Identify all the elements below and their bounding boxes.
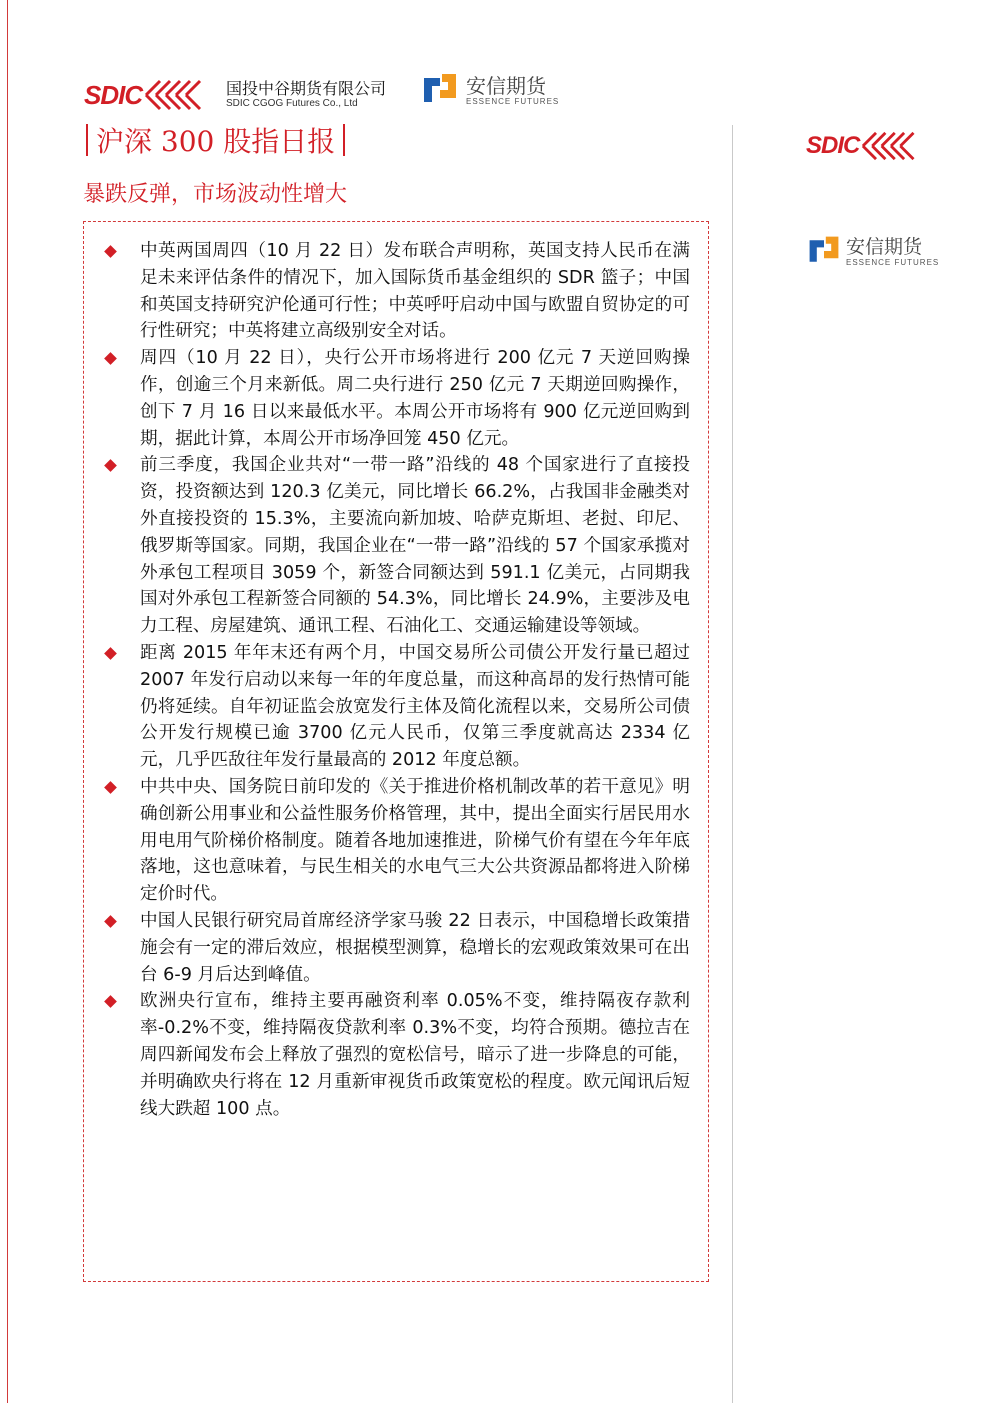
- diamond-bullet-icon: [104, 245, 117, 258]
- sidebar-sdic-stripes-icon: [861, 130, 921, 162]
- title-bar-left: [86, 124, 88, 156]
- news-list: [84, 222, 708, 1122]
- news-text: 中英两国周四（10 月 22 日）发布联合声明称，英国支持人民币在满足未来评估条件的情况下，加入国际货币基金组织的 SDR 篮子；中国和英国支持研究沪伦通可行性；中英呼吁启动中国与欧盟自贸协定的可行性研究；中英将建立高级别安全对话。: [140, 241, 690, 342]
- news-text: 中共中央、国务院日前印发的《关于推进价格机制改革的若干意见》明确创新公用事业和公益性服务价格管理，其中，提出全面实行居民用水用电用气阶梯价格制度。随着各地加速推进，阶梯气价有望在今年年底落地，这也意味着，与民生相关的水电气三大公共资源品都将进入阶梯定价时代。: [140, 776, 690, 905]
- diamond-bullet-icon: [104, 995, 117, 1008]
- sidebar-essence-mark-icon: [806, 234, 842, 268]
- company-name-en: SDIC CGOG Futures Co., Ltd: [226, 98, 358, 109]
- sidebar-essence-logo: [806, 234, 939, 268]
- sidebar-divider: [732, 125, 733, 1403]
- news-item: [140, 774, 690, 908]
- sdic-logo-text: SDIC: [84, 79, 143, 110]
- news-text: 中国人民银行研究局首席经济学家马骏 22 日表示，中国稳增长政策措施会有一定的滞后效应，根据模型测算，稳增长的宏观政策效果可在出台 6-9 月后达到峰值。: [140, 910, 690, 985]
- report-title: [78, 120, 353, 160]
- sidebar-sdic-logo: [806, 130, 921, 162]
- diamond-bullet-icon: [104, 460, 117, 473]
- title-bar-right: [343, 124, 345, 156]
- news-text: 前三季度，我国企业共对“一带一路”沿线的 48 个国家进行了直接投资，投资额达到 120.3 亿美元，同比增长 66.2%，占我国非金融类对外直接投资的 15.3%，主要流向新加坡、哈萨克斯坦、老挝、印尼、俄罗斯等国家。同期，我国企业在“一带一路”沿线的 57 个国家承揽对外承包工程项目 3059 个，新签合同额达到 591.1 亿美元，占同期我国对外承包工程新签合同额的 54.3%，同比增长 24.9%，主要涉及电力工程、房屋建筑、通讯工程、石油化工、交通运输建设等领域。: [140, 455, 690, 637]
- news-text: 欧洲央行宣布，维持主要再融资利率 0.05%不变，维持隔夜存款利率-0.2%不变，维持隔夜贷款利率 0.3%不变，均符合预期。德拉吉在周四新闻发布会上释放了强烈的宽松信号，暗示了进一步降息的可能，并明确欧央行将在 12 月重新审视货币政策宽松的程度。欧元闻讯后短线大跌超 100 点。: [140, 991, 690, 1119]
- sidebar-essence-name-cn: 安信期货: [846, 235, 923, 258]
- news-text: 周四（10 月 22 日），央行公开市场将进行 200 亿元 7 天逆回购操作，创逾三个月来新低。周二央行进行 250 亿元 7 天期逆回购操作，创下 7 月 16 日以来最低水平。本周公开市场将有 900 亿元逆回购到期，据此计算，本周公开市场净回笼 450 亿元。: [140, 348, 690, 449]
- essence-logo: [420, 72, 559, 108]
- news-item: [140, 345, 690, 452]
- left-margin-rule: [7, 0, 8, 1403]
- diamond-bullet-icon: [104, 647, 117, 660]
- diamond-bullet-icon: [104, 915, 117, 928]
- news-item: [140, 640, 690, 774]
- diamond-bullet-icon: [104, 352, 117, 365]
- news-item: [140, 238, 690, 345]
- sidebar-sdic-logo-text: SDIC: [806, 132, 860, 159]
- news-item: [140, 988, 690, 1122]
- report-title-text: 沪深 300 股指日报: [96, 125, 336, 158]
- news-box: [83, 221, 709, 1282]
- sidebar-essence-name-en: ESSENCE FUTURES: [846, 257, 940, 267]
- sdic-logo: [84, 78, 208, 112]
- essence-mark-icon: [420, 72, 460, 108]
- headline: 暴跌反弹，市场波动性增大: [83, 182, 348, 207]
- essence-name-cn: 安信期货: [466, 73, 546, 98]
- sdic-stripes-icon: [144, 78, 208, 112]
- news-text: 距离 2015 年年末还有两个月，中国交易所公司债公开发行量已超过 2007 年发行启动以来每一年的年度总量，而这种高昂的发行热情可能仍将延续。自年初证监会放宽发行主体及简化流程以来，交易所公司债公开发行规模已逾 3700 亿元人民币，仅第三季度就高达 2334 亿元，几乎匹敌往年发行量最高的 2012 年度总额。: [140, 642, 690, 771]
- diamond-bullet-icon: [104, 781, 117, 794]
- essence-name-en: ESSENCE FUTURES: [466, 96, 560, 106]
- news-item: [140, 452, 690, 640]
- news-item: [140, 908, 690, 988]
- company-name-cn: 国投中谷期货有限公司: [226, 79, 387, 98]
